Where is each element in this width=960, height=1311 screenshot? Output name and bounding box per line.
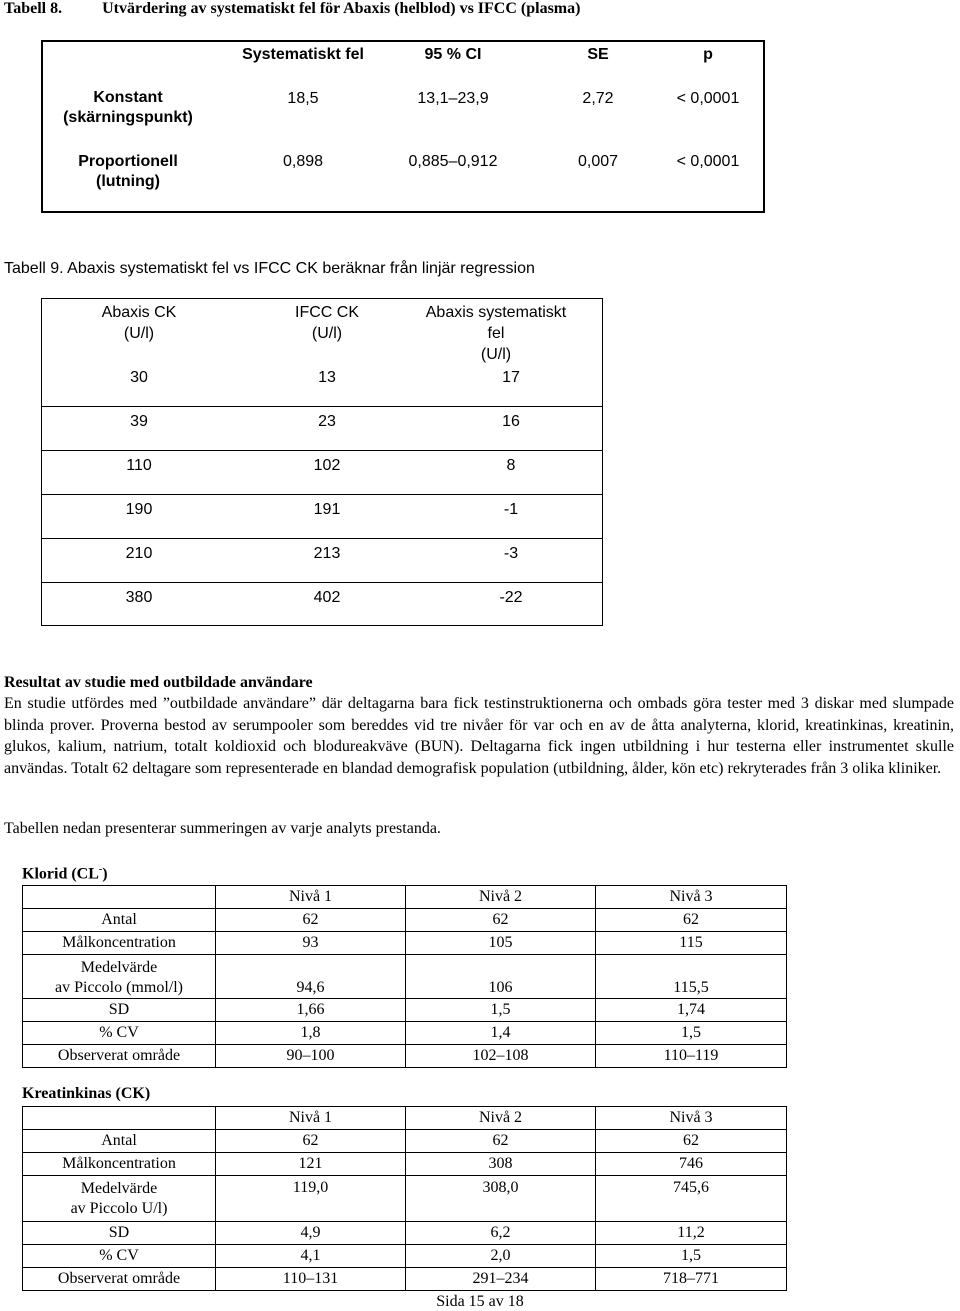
table-cell: 90–100 bbox=[216, 1045, 406, 1068]
table-cell: 62 bbox=[406, 909, 596, 932]
table-cell: 115,5 bbox=[596, 955, 787, 999]
t9-cell: 402 bbox=[313, 589, 341, 606]
row-label: SD bbox=[23, 999, 216, 1022]
tabell9-table bbox=[41, 298, 603, 626]
row-label: Antal bbox=[23, 909, 216, 932]
t8-cell: < 0,0001 bbox=[676, 153, 740, 170]
t9-header-line: Abaxis CK bbox=[101, 304, 177, 321]
t8-header-ci: 95 % CI bbox=[424, 46, 482, 63]
table-row bbox=[23, 1268, 787, 1291]
table-cell: 1,5 bbox=[406, 999, 596, 1022]
row-label: % CV bbox=[23, 1245, 216, 1268]
table-cell: 62 bbox=[596, 909, 787, 932]
table-cell: 4,9 bbox=[216, 1222, 406, 1245]
table-row bbox=[23, 1176, 787, 1222]
row-divider bbox=[42, 450, 602, 451]
t8-cell: < 0,0001 bbox=[676, 90, 740, 107]
t9-header-line: Abaxis systematiskt bbox=[425, 304, 567, 321]
tabell8-heading bbox=[4, 0, 580, 18]
t8-cell: 0,885–0,912 bbox=[408, 153, 498, 170]
t9-cell: -1 bbox=[503, 501, 519, 518]
t9-cell: 110 bbox=[126, 457, 152, 474]
table-cell: 62 bbox=[216, 1130, 406, 1153]
table-cell: 110–119 bbox=[596, 1045, 787, 1068]
table-cell: 115 bbox=[596, 932, 787, 955]
tabell9-label: Tabell 9. bbox=[4, 260, 64, 277]
t8-row1-label-line1: Konstant bbox=[93, 89, 163, 106]
tabell8-label: Tabell 8. bbox=[4, 0, 63, 17]
table-cell: 62 bbox=[216, 909, 406, 932]
t9-cell: 191 bbox=[313, 501, 341, 518]
row-divider bbox=[42, 406, 602, 407]
study-heading: Resultat av studie med outbildade användare bbox=[4, 674, 313, 691]
level-header: Nivå 3 bbox=[596, 1107, 787, 1130]
level-header: Nivå 2 bbox=[406, 886, 596, 909]
table-row bbox=[23, 1153, 787, 1176]
t8-cell: 13,1–23,9 bbox=[417, 90, 489, 107]
table-cell: 93 bbox=[216, 932, 406, 955]
t9-header-ifcc-ck bbox=[257, 302, 397, 344]
t9-cell: 380 bbox=[125, 589, 153, 606]
t9-cell: -3 bbox=[503, 545, 519, 562]
t9-header-line: fel bbox=[487, 325, 505, 342]
level-header: Nivå 1 bbox=[216, 886, 406, 909]
t8-cell: 2,72 bbox=[582, 90, 614, 107]
t9-header-systematiskt-fel bbox=[411, 302, 581, 365]
table-cell: 121 bbox=[216, 1153, 406, 1176]
klorid-title bbox=[22, 864, 108, 883]
table-cell: 4,1 bbox=[216, 1245, 406, 1268]
row-label bbox=[23, 1176, 216, 1222]
t9-cell: 213 bbox=[313, 545, 341, 562]
row-label-line2: av Piccolo (mmol/l) bbox=[55, 979, 183, 996]
t9-header-line: (U/l) bbox=[123, 325, 155, 342]
table-row bbox=[23, 1045, 787, 1068]
row-label: Målkoncentration bbox=[23, 932, 216, 955]
t8-cell: 0,898 bbox=[282, 153, 324, 170]
table-cell: 291–234 bbox=[406, 1268, 596, 1291]
t8-header-p: p bbox=[703, 46, 713, 63]
tabell8-title: Utvärdering av systematiskt fel för Abaxis (helblod) vs IFCC (plasma) bbox=[102, 0, 581, 17]
t9-header-line: (U/l) bbox=[480, 346, 512, 363]
row-label bbox=[23, 955, 216, 999]
study-paragraph: En studie utfördes med ”outbildade användare” där deltagarna bara fick testinstruktionerna och ombads göra tester med 3 diskar med slumpade blinda prover. Proverna bestod av serumpooler som bereddes vid tre nivåer för var och en av de åtta analyterna, klorid, kreatinkinas, kreatinin, glukos, kalium, natrium, totalt koldioxid och blodureakväve (BUN). Deltagarna fick ingen utbildning i hur testerna eller instrumentet skulle användas. Totalt 62 deltagare som representerade en blandad demografisk population (utbildning, ålder, kön etc) rekryterades från 3 olika kliniker. bbox=[4, 695, 954, 777]
klorid-title-sup: - bbox=[98, 864, 103, 875]
table-cell: 745,6 bbox=[596, 1176, 787, 1222]
table-cell: 1,74 bbox=[596, 999, 787, 1022]
klorid-table bbox=[22, 885, 787, 1068]
summary-sentence: Tabellen nedan presenterar summeringen av varje analyts prestanda. bbox=[4, 820, 441, 837]
table-cell: 106 bbox=[406, 955, 596, 999]
row-label-line2: av Piccolo U/l) bbox=[70, 1199, 168, 1217]
t9-cell: 8 bbox=[506, 457, 516, 474]
table-cell: 119,0 bbox=[216, 1176, 406, 1222]
tabell9-title: Abaxis systematiskt fel vs IFCC CK beräknar från linjär regression bbox=[67, 260, 535, 277]
page-number: Sida 15 av 18 bbox=[436, 1293, 524, 1310]
row-divider bbox=[42, 494, 602, 495]
t9-header-abaxis-ck bbox=[69, 302, 209, 344]
t9-cell: 13 bbox=[318, 369, 336, 386]
table-cell: 308 bbox=[406, 1153, 596, 1176]
table-cell: 1,5 bbox=[596, 1022, 787, 1045]
t9-cell: 16 bbox=[502, 413, 520, 430]
table-cell: 102–108 bbox=[406, 1045, 596, 1068]
t8-header-systematiskt-fel: Systematiskt fel bbox=[242, 46, 364, 63]
table-row bbox=[23, 999, 787, 1022]
kreatinkinas-title: Kreatinkinas (CK) bbox=[22, 1085, 151, 1102]
table-cell: 1,66 bbox=[216, 999, 406, 1022]
level-header: Nivå 2 bbox=[406, 1107, 596, 1130]
t8-row2-label-line2: (lutning) bbox=[96, 173, 160, 190]
t8-cell: 0,007 bbox=[577, 153, 619, 170]
klorid-title-end: ) bbox=[102, 865, 108, 883]
t9-cell: 23 bbox=[318, 413, 336, 430]
t8-header-se: SE bbox=[587, 46, 609, 63]
table-cell: 105 bbox=[406, 932, 596, 955]
table-row bbox=[23, 1222, 787, 1245]
t9-cell: 190 bbox=[125, 501, 153, 518]
row-label: Observerat område bbox=[23, 1045, 216, 1068]
klorid-title-text: Klorid (CL bbox=[22, 865, 99, 883]
t8-row-label-proportionell bbox=[53, 152, 203, 192]
table-cell: 308,0 bbox=[406, 1176, 596, 1222]
table-cell-empty bbox=[23, 886, 216, 909]
table-cell: 94,6 bbox=[216, 955, 406, 999]
table-row bbox=[23, 1245, 787, 1268]
table-cell: 11,2 bbox=[596, 1222, 787, 1245]
table-cell: 2,0 bbox=[406, 1245, 596, 1268]
t8-cell: 18,5 bbox=[287, 90, 319, 107]
tabell9-heading bbox=[4, 260, 535, 278]
t9-header-line: IFCC CK bbox=[295, 304, 359, 321]
t9-cell: 102 bbox=[313, 457, 341, 474]
t9-cell: 210 bbox=[125, 545, 153, 562]
table-cell: 1,5 bbox=[596, 1245, 787, 1268]
row-label: Observerat område bbox=[23, 1268, 216, 1291]
table-row bbox=[23, 1130, 787, 1153]
row-label: Antal bbox=[23, 1130, 216, 1153]
table-cell: 1,4 bbox=[406, 1022, 596, 1045]
table-row bbox=[23, 932, 787, 955]
tabell8-table bbox=[41, 40, 765, 213]
table-cell-empty bbox=[23, 1107, 216, 1130]
t8-row1-label-line2: (skärningspunkt) bbox=[63, 109, 193, 126]
t8-row-label-konstant bbox=[53, 88, 203, 128]
table-cell: 6,2 bbox=[406, 1222, 596, 1245]
t9-cell: 39 bbox=[130, 413, 148, 430]
t9-cell: 30 bbox=[130, 369, 148, 386]
t9-cell: -22 bbox=[499, 589, 523, 606]
row-label-line1: Medelvärde bbox=[80, 1179, 158, 1197]
table-row bbox=[23, 955, 787, 999]
row-divider bbox=[42, 538, 602, 539]
table-cell: 718–771 bbox=[596, 1268, 787, 1291]
row-label-line1: Medelvärde bbox=[80, 959, 158, 976]
t9-header-line: (U/l) bbox=[311, 325, 343, 342]
table-row bbox=[23, 909, 787, 932]
t9-cell: 17 bbox=[502, 369, 520, 386]
row-label: % CV bbox=[23, 1022, 216, 1045]
level-header: Nivå 1 bbox=[216, 1107, 406, 1130]
table-cell: 62 bbox=[596, 1130, 787, 1153]
table-cell: 62 bbox=[406, 1130, 596, 1153]
row-divider bbox=[42, 582, 602, 583]
table-row bbox=[23, 1107, 787, 1130]
t8-row2-label-line1: Proportionell bbox=[78, 153, 178, 170]
row-label: Målkoncentration bbox=[23, 1153, 216, 1176]
table-cell: 110–131 bbox=[216, 1268, 406, 1291]
table-row bbox=[23, 1022, 787, 1045]
level-header: Nivå 3 bbox=[596, 886, 787, 909]
table-cell: 1,8 bbox=[216, 1022, 406, 1045]
kreatinkinas-table bbox=[22, 1106, 787, 1291]
row-label: SD bbox=[23, 1222, 216, 1245]
table-cell: 746 bbox=[596, 1153, 787, 1176]
table-row bbox=[23, 886, 787, 909]
